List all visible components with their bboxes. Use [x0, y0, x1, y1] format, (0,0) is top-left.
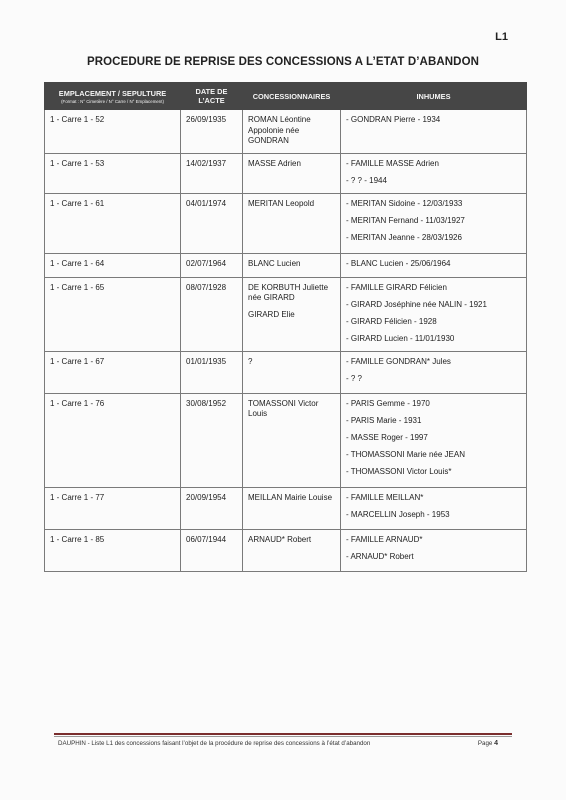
buried-entry: - FAMILLE GONDRAN* Jules	[346, 356, 451, 366]
footer-page-number: 4	[494, 740, 498, 747]
owner-name: ?	[248, 356, 253, 366]
owner-name: MERITAN Leopold	[248, 198, 315, 208]
owner-name: MEILLAN Mairie Louise	[248, 492, 333, 502]
owner-name: ROMAN Léontine Appolonie née GONDRAN	[248, 115, 311, 145]
owner-name: DE KORBUTH Juliette née GIRARD	[248, 282, 329, 302]
footer-rule	[54, 733, 512, 735]
cell-date: 01/01/1935	[181, 351, 243, 393]
table-row	[45, 110, 527, 154]
buried-entry: - GIRARD Félicien - 1928	[346, 316, 437, 326]
cell-location: 1 - Carre 1 - 52	[45, 110, 181, 154]
cell-buried	[341, 487, 527, 529]
cell-location: 1 - Carre 1 - 65	[45, 277, 181, 351]
owner-name: ARNAUD* Robert	[248, 534, 312, 544]
footer-rule-thin	[54, 736, 512, 737]
page-code: L1	[495, 31, 508, 43]
cell-owners	[243, 529, 341, 571]
buried-entry: - MERITAN Sidoine - 12/03/1933	[346, 198, 463, 208]
cell-date: 06/07/1944	[181, 529, 243, 571]
buried-entry: - PARIS Gemme - 1970	[346, 398, 430, 408]
buried-entry: - THOMASSONI Marie née JEAN	[346, 449, 465, 459]
cell-buried	[341, 277, 527, 351]
cell-buried	[341, 193, 527, 253]
cell-buried	[341, 529, 527, 571]
buried-entry: - PARIS Marie - 1931	[346, 415, 422, 425]
cell-location: 1 - Carre 1 - 85	[45, 529, 181, 571]
cell-date: 14/02/1937	[181, 153, 243, 193]
table-row	[45, 529, 527, 571]
owner-name: BLANC Lucien	[248, 258, 301, 268]
buried-entry: - FAMILLE ARNAUD*	[346, 534, 423, 544]
header-buried: INHUMES	[341, 83, 527, 110]
cell-date: 26/09/1935	[181, 110, 243, 154]
cell-date: 30/08/1952	[181, 393, 243, 487]
header-location	[45, 83, 181, 110]
header-owners: CONCESSIONNAIRES	[243, 83, 341, 110]
cell-owners	[243, 393, 341, 487]
cell-date: 02/07/1964	[181, 253, 243, 277]
cell-buried	[341, 393, 527, 487]
cell-date: 08/07/1928	[181, 277, 243, 351]
cell-buried	[341, 351, 527, 393]
header-location-format: (Format : N° Cimetière / N° Carre / N° Emplacement)	[61, 98, 164, 104]
buried-entry: - MERITAN Jeanne - 28/03/1926	[346, 232, 462, 242]
cell-owners	[243, 253, 341, 277]
cell-buried	[341, 153, 527, 193]
table-row	[45, 487, 527, 529]
owner-name: MASSE Adrien	[248, 158, 301, 168]
buried-entry: - ? ? - 1944	[346, 175, 387, 185]
cell-owners	[243, 351, 341, 393]
cell-owners	[243, 193, 341, 253]
table-body	[45, 110, 527, 572]
cell-owners	[243, 487, 341, 529]
table-row	[45, 153, 527, 193]
buried-entry: - MASSE Roger - 1997	[346, 432, 428, 442]
footer-text: DAUPHIN - Liste L1 des concessions faisant l’objet de la procédure de reprise des concessions à l’état d’abandon	[58, 740, 371, 747]
cell-owners	[243, 277, 341, 351]
table-row	[45, 277, 527, 351]
cell-location: 1 - Carre 1 - 53	[45, 153, 181, 193]
cell-location: 1 - Carre 1 - 64	[45, 253, 181, 277]
buried-entry: - MARCELLIN Joseph - 1953	[346, 509, 450, 519]
cell-location: 1 - Carre 1 - 76	[45, 393, 181, 487]
footer-page-label: Page	[477, 740, 493, 747]
cell-owners	[243, 110, 341, 154]
buried-entry: - FAMILLE MASSE Adrien	[346, 158, 439, 168]
header-date: DATE DE L’ACTE	[181, 83, 243, 110]
concessions-table	[44, 82, 527, 572]
owner-name: TOMASSONI Victor Louis	[248, 398, 319, 418]
buried-entry: - MERITAN Fernand - 11/03/1927	[346, 215, 465, 225]
cell-buried	[341, 110, 527, 154]
table-row	[45, 393, 527, 487]
cell-date: 20/09/1954	[181, 487, 243, 529]
footer-page	[478, 740, 498, 747]
cell-location: 1 - Carre 1 - 67	[45, 351, 181, 393]
cell-buried	[341, 253, 527, 277]
buried-entry: - GONDRAN Pierre - 1934	[346, 115, 441, 124]
cell-owners	[243, 153, 341, 193]
buried-entry: - FAMILLE MEILLAN*	[346, 492, 424, 502]
buried-entry: - BLANC Lucien - 25/06/1964	[346, 258, 451, 268]
buried-entry: - GIRARD Joséphine née NALIN - 1921	[346, 299, 487, 309]
buried-entry: - GIRARD Lucien - 11/01/1930	[346, 333, 455, 343]
buried-entry: - ? ?	[346, 373, 363, 383]
table-row	[45, 253, 527, 277]
document-title: PROCEDURE DE REPRISE DES CONCESSIONS A L’ETAT D’ABANDON	[86, 56, 480, 68]
table-row	[45, 351, 527, 393]
table-header-row	[45, 83, 527, 110]
buried-entry: - FAMILLE GIRARD Félicien	[346, 282, 447, 292]
table-row	[45, 193, 527, 253]
header-location-label: EMPLACEMENT / SEPULTURE	[58, 88, 167, 98]
cell-location: 1 - Carre 1 - 61	[45, 193, 181, 253]
buried-entry: - ARNAUD* Robert	[346, 551, 414, 561]
buried-entry: - THOMASSONI Victor Louis*	[346, 466, 452, 476]
cell-location: 1 - Carre 1 - 77	[45, 487, 181, 529]
owner-name: GIRARD Elie	[248, 309, 295, 319]
cell-date: 04/01/1974	[181, 193, 243, 253]
